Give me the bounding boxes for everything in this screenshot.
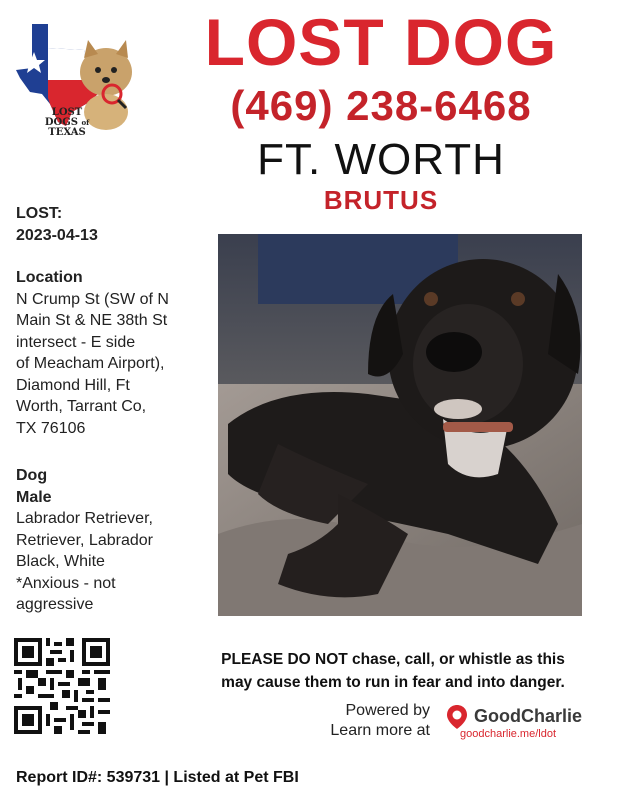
- location-line: TX 76106: [16, 419, 86, 437]
- animal-sex: Male: [16, 488, 52, 506]
- description-line: aggressive: [16, 596, 94, 613]
- location-line: Diamond Hill, Ft: [16, 376, 130, 394]
- location-label: Location: [16, 269, 83, 286]
- logo-line-of: of: [81, 118, 90, 127]
- dog-name: BRUTUS: [323, 185, 439, 215]
- logo-line-texas: TEXAS: [48, 127, 86, 138]
- qr-code-icon: [14, 638, 110, 734]
- report-id-footer: Report ID#: 539731 | Listed at Pet FBI: [16, 769, 299, 786]
- lost-dogs-of-texas-logo: [14, 22, 138, 138]
- goodcharlie-brand: GoodCharlie: [474, 706, 583, 726]
- dog-description-section: [16, 465, 212, 616]
- lost-date-section: [16, 203, 212, 246]
- logo-text: [36, 108, 98, 138]
- qr-code[interactable]: [14, 638, 110, 734]
- lost-date: 2023-04-13: [16, 226, 98, 244]
- warning-line-1: PLEASE DO NOT chase, call, or whistle as this: [221, 651, 565, 668]
- powered-by-label: Powered by: [345, 702, 430, 719]
- location-section: [16, 267, 212, 439]
- learn-more-label: Learn more at: [330, 722, 430, 739]
- description-line: *Anxious - not: [16, 574, 116, 592]
- logo-line-lost: LOST: [51, 107, 83, 118]
- location-line: of Meacham Airport),: [16, 355, 165, 372]
- contact-phone: (469) 238-6468: [230, 82, 532, 129]
- animal-type: Dog: [16, 467, 48, 484]
- location-line: Worth, Tarrant Co,: [16, 398, 147, 415]
- logo-line-dogs: DOGS: [44, 117, 78, 128]
- description-line: Retriever, Labrador: [16, 531, 153, 549]
- description-line: Labrador Retriever,: [16, 510, 153, 527]
- powered-by-text: [300, 701, 430, 741]
- location-line: Main St & NE 38th St: [16, 312, 168, 329]
- page-title: LOST DOG: [204, 5, 558, 79]
- goodcharlie-link[interactable]: goodcharlie.me/ldot: [460, 728, 557, 740]
- description-line: Black, White: [16, 553, 105, 570]
- goodcharlie-logo[interactable]: [446, 704, 606, 744]
- location-line: intersect - E side: [16, 333, 136, 351]
- safety-warning: [180, 648, 606, 694]
- dog-photo-illustration: [218, 234, 582, 616]
- location-line: N Crump St (SW of N: [16, 290, 169, 308]
- city-heading: FT. WORTH: [257, 135, 505, 184]
- warning-line-2: may cause them to run in fear and into danger.: [221, 674, 565, 691]
- dog-photo: [218, 234, 582, 616]
- lost-label: LOST:: [16, 205, 63, 222]
